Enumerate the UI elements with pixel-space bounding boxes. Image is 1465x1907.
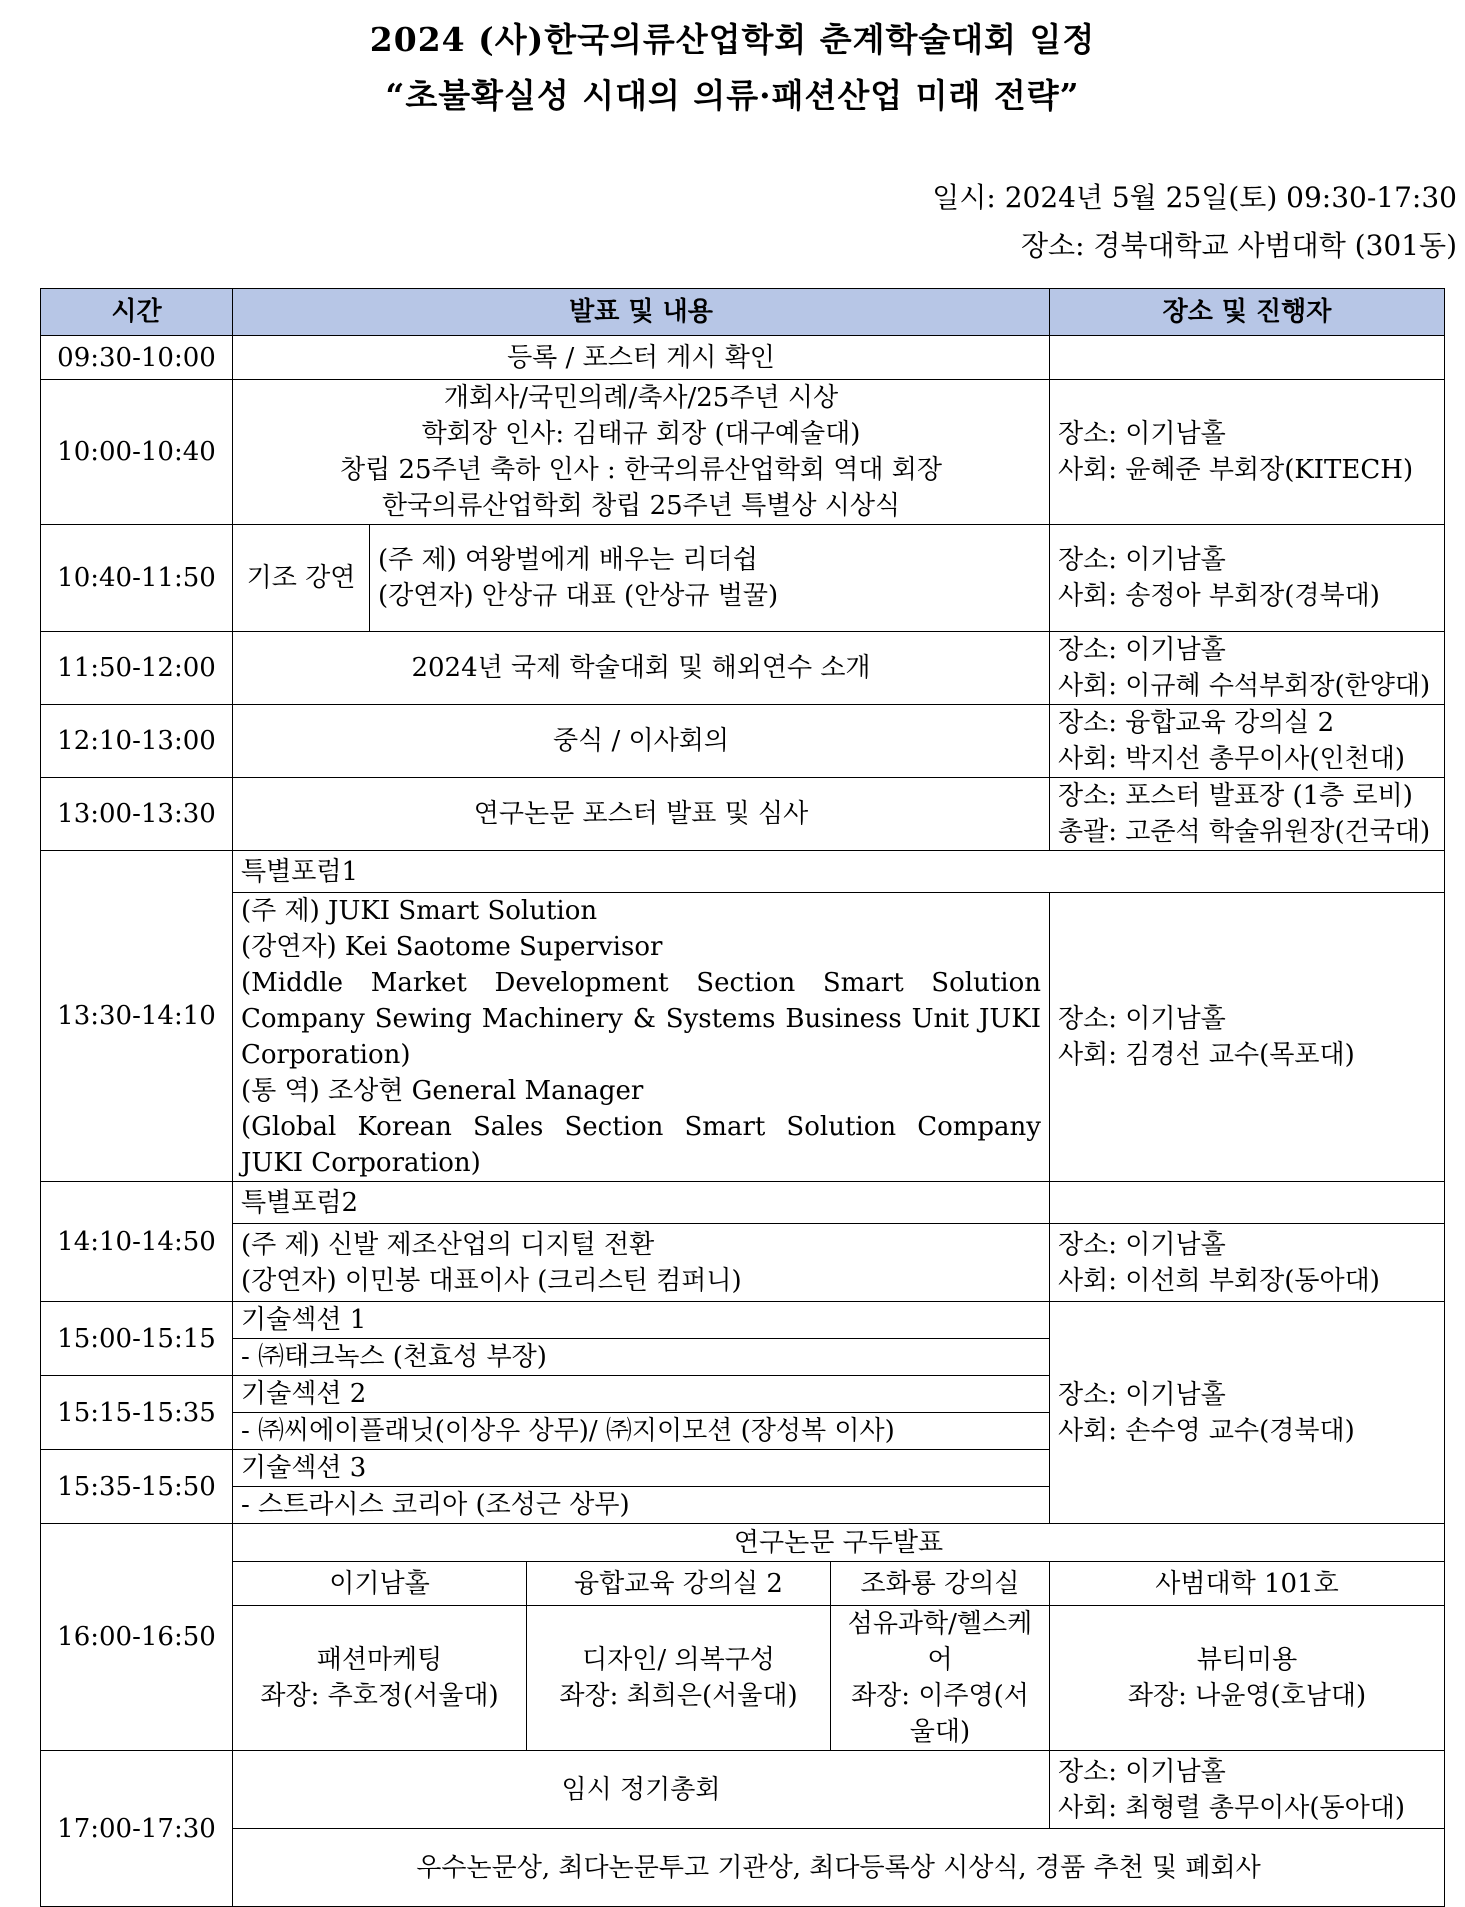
content-line: 창립 25주년 축하 인사 : 한국의류산업학회 역대 회장 (339, 455, 943, 485)
tech-session-label: 기술섹션 1 (233, 1302, 1050, 1339)
session-field (831, 1606, 1050, 1751)
venue-cell (1050, 336, 1445, 380)
speaker-affiliation: (Middle Market Development Section Smart Solution (241, 968, 1041, 998)
content-line: 학회장 인사: 김태규 회장 (대구예술대) (421, 419, 861, 449)
topic-text: (주 제) 신발 제조산업의 디지털 전환 (241, 1229, 655, 1260)
page-title: 2024 (사)한국의류산업학회 춘계학술대회 일정 (369, 20, 1096, 59)
table-row (41, 851, 1445, 893)
keynote-label: 기조 강연 (233, 525, 370, 632)
venue-text: 장소: 이기남홀 (1058, 1756, 1226, 1787)
time-cell: 10:00-10:40 (41, 380, 233, 525)
venue-cell (1050, 778, 1445, 851)
time-cell: 16:00-16:50 (41, 1524, 233, 1751)
venue-text: 장소: 융합교육 강의실 2 (1058, 708, 1335, 738)
venue-text: 장소: 이기남홀 (1058, 419, 1226, 449)
session-field (1050, 1606, 1445, 1751)
content-line: 개회사/국민의례/축사/25주년 시상 (443, 383, 839, 413)
venue-cell (1050, 1182, 1445, 1224)
time-cell: 13:00-13:30 (41, 778, 233, 851)
table-row (41, 1606, 1445, 1751)
chair-text: 좌장: 최희은(서울대) (559, 1681, 798, 1711)
page-subtitle: “초불확실성 시대의 의류·패션산업 미래 전략” (385, 76, 1080, 115)
time-cell: 12:10-13:00 (41, 705, 233, 778)
table-row (41, 1302, 1445, 1339)
forum-label: 특별포럼1 (233, 851, 1445, 893)
table-row (41, 1751, 1445, 1829)
room-name: 이기남홀 (233, 1562, 527, 1606)
host-text: 사회: 손수영 교수(경북대) (1058, 1415, 1355, 1446)
venue-text: 장소: 이기남홀 (1058, 635, 1226, 665)
venue-text: 장소: 이기남홀 (1058, 1004, 1226, 1034)
time-cell: 15:00-15:15 (41, 1302, 233, 1376)
venue-cell (1050, 1224, 1445, 1302)
venue-cell (1050, 1302, 1445, 1524)
venue-text: 장소: 이기남홀 (1058, 545, 1226, 575)
content-cell (233, 893, 1050, 1182)
time-cell: 14:10-14:50 (41, 1182, 233, 1302)
tech-session-detail: - ㈜태크녹스 (천효성 부장) (233, 1339, 1050, 1376)
table-row (41, 778, 1445, 851)
table-header-row (41, 289, 1445, 336)
venue-cell (1050, 705, 1445, 778)
time-cell: 15:15-15:35 (41, 1376, 233, 1450)
table-row (41, 1224, 1445, 1302)
venue-text: 장소: 이기남홀 (1058, 1379, 1226, 1410)
tech-session-detail: - 스트라시스 코리아 (조성근 상무) (233, 1487, 1050, 1524)
time-cell: 15:35-15:50 (41, 1450, 233, 1524)
interpreter-affiliation: JUKI Corporation) (241, 1148, 481, 1178)
header-content: 발표 및 내용 (233, 289, 1050, 336)
content-cell (233, 380, 1050, 525)
venue-cell (1050, 893, 1445, 1182)
room-name: 조화룡 강의실 (831, 1562, 1050, 1606)
host-text: 사회: 김경선 교수(목포대) (1058, 1040, 1355, 1070)
host-text: 사회: 최형렬 총무이사(동아대) (1058, 1792, 1405, 1823)
tech-session-label: 기술섹션 2 (233, 1376, 1050, 1413)
oral-session-label: 연구논문 구두발표 (233, 1524, 1445, 1562)
schedule-table (40, 288, 1445, 1907)
room-name: 사범대학 101호 (1050, 1562, 1445, 1606)
content-cell: 2024년 국제 학술대회 및 해외연수 소개 (233, 632, 1050, 705)
event-date: 일시: 2024년 5월 25일(토) 09:30-17:30 (932, 181, 1457, 214)
host-text: 사회: 송정아 부회장(경북대) (1058, 581, 1380, 611)
header-time: 시간 (41, 289, 233, 336)
host-text: 사회: 이규혜 수석부회장(한양대) (1058, 671, 1431, 701)
table-row (41, 1562, 1445, 1606)
time-cell: 17:00-17:30 (41, 1751, 233, 1907)
field-text: 패션마케팅 (316, 1645, 443, 1675)
field-text: 섬유과학/헬스케어 (847, 1609, 1033, 1675)
speaker-affiliation: Company Sewing Machinery & Systems Business Unit JUKI (241, 1004, 1041, 1034)
content-cell (233, 1224, 1050, 1302)
host-text: 사회: 윤혜준 부회장(KITECH) (1058, 455, 1414, 485)
content-cell: 연구논문 포스터 발표 및 심사 (233, 778, 1050, 851)
host-text: 총괄: 고준석 학술위원장(건국대) (1058, 817, 1431, 847)
field-text: 디자인/ 의복구성 (582, 1645, 775, 1675)
host-text: 사회: 박지선 총무이사(인천대) (1058, 744, 1405, 774)
speaker-text: (강연자) 안상규 대표 (안상규 벌꿀) (378, 581, 779, 611)
chair-text: 좌장: 추호정(서울대) (260, 1681, 499, 1711)
chair-text: 좌장: 이주영(서울대) (851, 1681, 1029, 1747)
topic-text: (주 제) 여왕벌에게 배우는 리더쉽 (378, 545, 758, 575)
table-row (41, 893, 1445, 1182)
table-row (41, 705, 1445, 778)
table-row (41, 1524, 1445, 1562)
table-row (41, 336, 1445, 380)
interpreter-affiliation: (Global Korean Sales Section Smart Solution Company (241, 1112, 1041, 1142)
field-text: 뷰티미용 (1196, 1645, 1298, 1675)
tech-session-detail: - ㈜씨에이플래닛(이상우 상무)/ ㈜지이모션 (장성복 이사) (233, 1413, 1050, 1450)
content-cell: 중식 / 이사회의 (233, 705, 1050, 778)
content-cell (370, 525, 1050, 632)
time-cell: 11:50-12:00 (41, 632, 233, 705)
table-row (41, 632, 1445, 705)
session-field (527, 1606, 831, 1751)
venue-text: 장소: 이기남홀 (1058, 1229, 1226, 1260)
time-cell: 10:40-11:50 (41, 525, 233, 632)
chair-text: 좌장: 나윤영(호남대) (1127, 1681, 1367, 1711)
venue-text: 장소: 포스터 발표장 (1층 로비) (1058, 781, 1413, 811)
venue-cell (1050, 525, 1445, 632)
tech-session-label: 기술섹션 3 (233, 1450, 1050, 1487)
content-line: 한국의류산업학회 창립 25주년 특별상 시상식 (381, 491, 901, 521)
table-row (41, 380, 1445, 525)
session-field (233, 1606, 527, 1751)
host-text: 사회: 이선희 부회장(동아대) (1058, 1265, 1380, 1296)
venue-cell (1050, 632, 1445, 705)
closing-cell: 우수논문상, 최다논문투고 기관상, 최다등록상 시상식, 경품 추천 및 폐회사 (233, 1829, 1445, 1907)
content-cell: 임시 정기총회 (233, 1751, 1050, 1829)
venue-cell (1050, 380, 1445, 525)
room-name: 융합교육 강의실 2 (527, 1562, 831, 1606)
table-row (41, 525, 1445, 632)
time-cell: 09:30-10:00 (41, 336, 233, 380)
table-row (41, 1182, 1445, 1224)
speaker-text: (강연자) 이민봉 대표이사 (크리스틴 컴퍼니) (241, 1265, 742, 1296)
event-place: 장소: 경북대학교 사범대학 (301동) (1020, 229, 1457, 262)
table-row (41, 1829, 1445, 1907)
speaker-text: (강연자) Kei Saotome Supervisor (241, 932, 663, 962)
header-venue: 장소 및 진행자 (1050, 289, 1445, 336)
venue-cell (1050, 1751, 1445, 1829)
content-cell: 등록 / 포스터 게시 확인 (233, 336, 1050, 380)
speaker-affiliation: Corporation) (241, 1040, 411, 1070)
time-cell: 13:30-14:10 (41, 851, 233, 1182)
interpreter-text: (통 역) 조상현 General Manager (241, 1076, 644, 1106)
forum-label: 특별포럼2 (233, 1182, 1050, 1224)
topic-text: (주 제) JUKI Smart Solution (241, 896, 598, 926)
